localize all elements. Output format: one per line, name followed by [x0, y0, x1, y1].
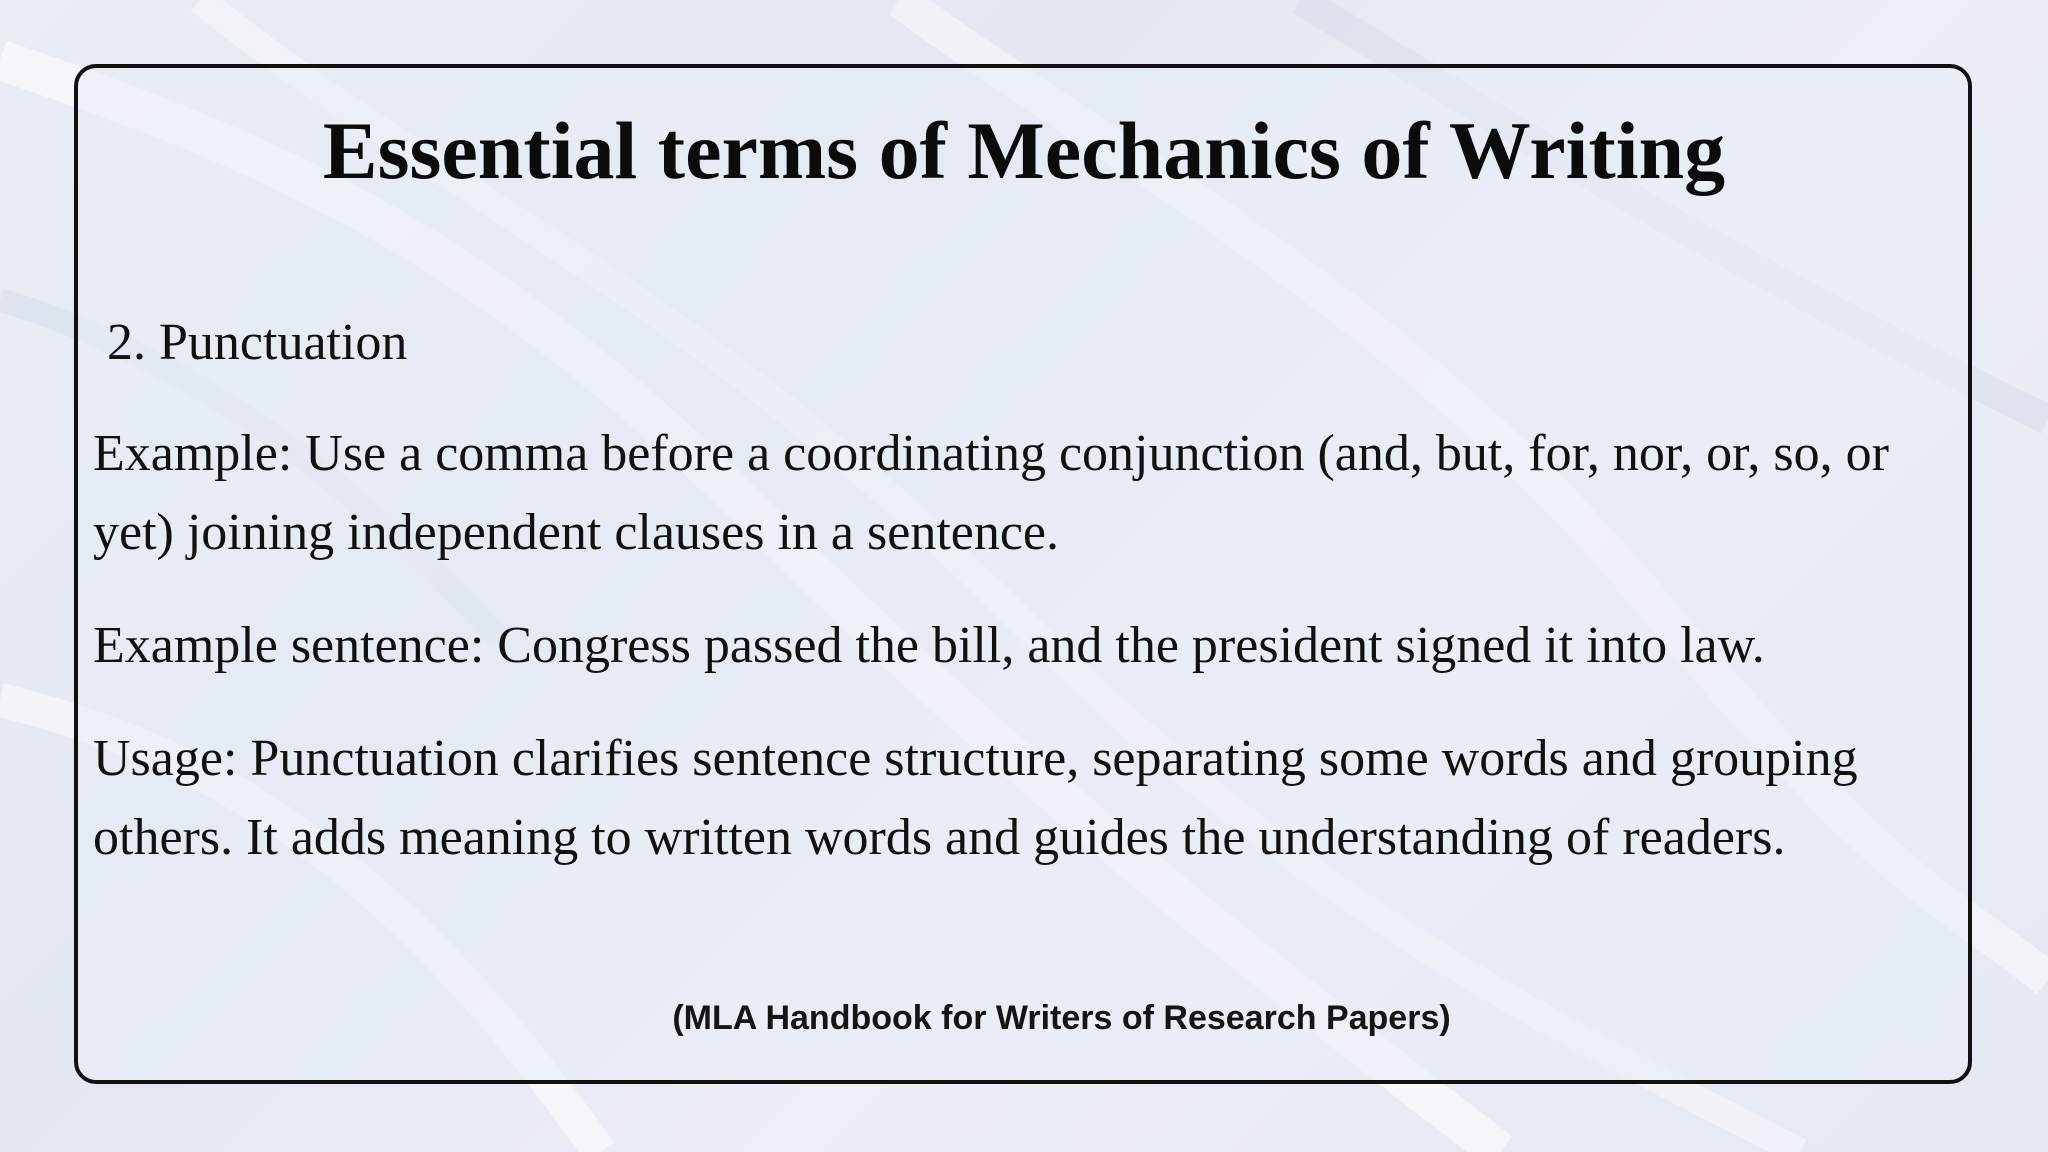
- citation: (MLA Handbook for Writers of Research Papers): [672, 999, 1451, 1037]
- example-paragraph: Example: Use a comma before a coordinating conjunction (and, but, for, nor, or, so, or yet) joining independent clauses in a sentence.: [93, 425, 1889, 561]
- usage-paragraph: Usage: Punctuation clarifies sentence structure, separating some words and grouping others. It adds meaning to written words and guides the understanding of readers.: [93, 730, 1858, 866]
- section-heading: 2. Punctuation: [107, 314, 408, 371]
- slide-title: Essential terms of Mechanics of Writing: [322, 105, 1726, 196]
- example-sentence-paragraph: Example sentence: Congress passed the bill, and the president signed it into law.: [93, 617, 1765, 674]
- content-card: [74, 64, 1972, 1084]
